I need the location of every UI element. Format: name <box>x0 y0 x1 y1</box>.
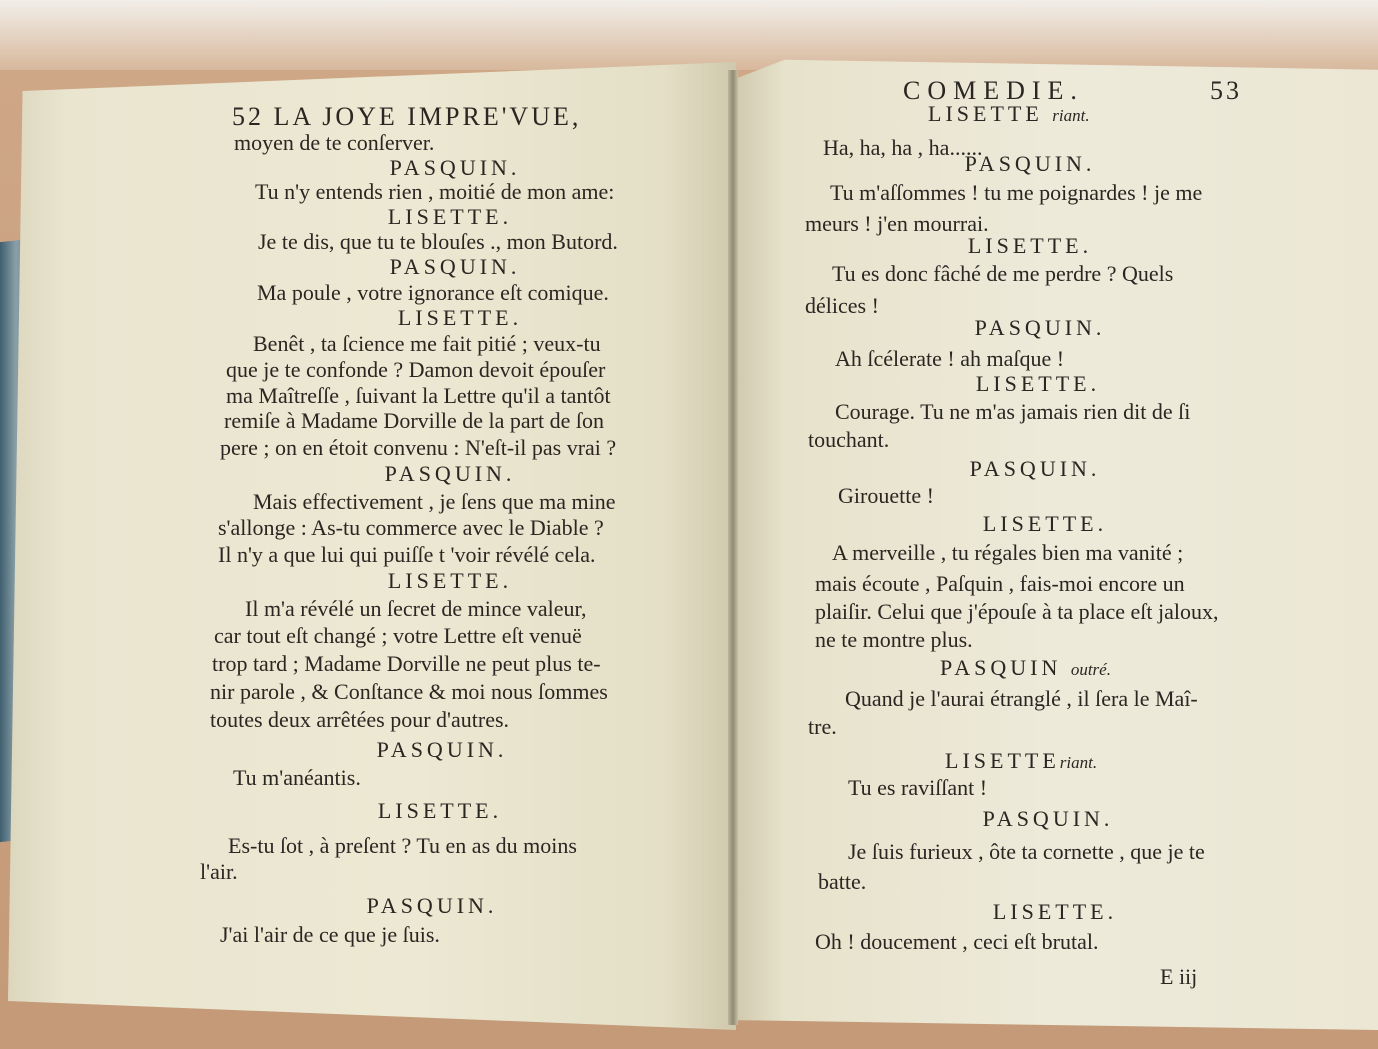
text-line: Courage. Tu ne m'as jamais rien dit de ſi <box>835 399 1191 424</box>
page-number: 53 <box>1210 76 1242 105</box>
text-line: moyen de te conſerver. <box>234 130 435 155</box>
text-line: mais écoute , Paſquin , fais-moi encore un <box>815 571 1185 596</box>
text-line: Tu m'anéantis. <box>233 765 361 790</box>
speaker-name: LISETTE. <box>377 798 503 823</box>
text-line: nir parole , & Conſtance & moi nous ſommes <box>210 679 608 704</box>
text-line: Je te dis, que tu te blouſes ., mon Butord. <box>258 229 618 254</box>
stage-direction: outré. <box>1070 660 1111 679</box>
speaker-name <box>945 748 1097 776</box>
text-line: plaiſir. Celui que j'épouſe à ta place eſt jaloux, <box>815 599 1219 624</box>
speaker-label: LISETTE <box>928 101 1043 126</box>
speaker-name: PASQUIN. <box>974 315 1106 340</box>
speaker-name: PASQUIN. <box>376 737 508 762</box>
text-line: touchant. <box>808 427 890 452</box>
text-line: Girouette ! <box>838 483 934 508</box>
text-line: délices ! <box>805 293 879 318</box>
speaker-name: LISETTE. <box>967 233 1093 258</box>
running-header-right: COMEDIE. <box>903 76 1084 105</box>
text-line: Oh ! doucement , ceci eſt brutal. <box>815 929 1099 954</box>
text-line: Il m'a révélé un ſecret de mince valeur, <box>245 596 587 621</box>
speaker-name: LISETTE. <box>387 568 513 593</box>
speaker-name: PASQUIN. <box>389 254 521 279</box>
text-line: Il n'y a que lui qui puiſſe t 'voir révélé cela. <box>218 542 596 567</box>
text-line: Tu m'aſſommes ! tu me poignardes ! je me <box>830 180 1203 205</box>
text-line: pere ; on en étoit convenu : N'eſt-il pas vrai ? <box>220 435 617 460</box>
text-line: ma Maîtreſſe , ſuivant la Lettre qu'il a tantôt <box>226 383 611 408</box>
speaker-name: PASQUIN. <box>964 151 1096 176</box>
speaker-name <box>928 101 1090 129</box>
text-line: Quand je l'aurai étranglé , il ſera le Maî- <box>845 686 1198 711</box>
text-line: Tu es donc fâché de me perdre ? Quels <box>832 261 1174 286</box>
speaker-name: PASQUIN. <box>384 461 516 486</box>
text-line: Ah ſcélerate ! ah maſque ! <box>835 346 1065 371</box>
text-line: Ma poule , votre ignorance eſt comique. <box>257 280 609 305</box>
stage-direction: riant. <box>1052 106 1090 125</box>
stage-direction: riant. <box>1059 753 1098 772</box>
speaker-name <box>940 655 1111 683</box>
text-line: Ha, ha, ha , ha...... <box>823 135 983 160</box>
speaker-label: PASQUIN <box>940 655 1062 680</box>
running-header-left: 52 LA JOYE IMPRE'VUE, <box>232 102 582 131</box>
speaker-name: PASQUIN. <box>366 893 498 918</box>
signature-mark: E iij <box>1160 964 1198 989</box>
speaker-name: LISETTE. <box>387 204 513 229</box>
text-line: ne te montre plus. <box>815 627 973 652</box>
text-line: car tout eſt changé ; votre Lettre eſt venuë <box>214 623 582 648</box>
text-line: que je te confonde ? Damon devoit épouſer <box>226 357 606 382</box>
background-wall <box>0 0 1378 70</box>
speaker-label: LISETTE <box>945 748 1060 773</box>
text-line: Mais effectivement , je ſens que ma mine <box>253 489 616 514</box>
text-line: tre. <box>808 714 837 739</box>
speaker-name: PASQUIN. <box>389 155 521 180</box>
text-line: toutes deux arrêtées pour d'autres. <box>210 707 510 732</box>
text-line: Es-tu ſot , à preſent ? Tu en as du moins <box>228 833 577 858</box>
text-line: A merveille , tu régales bien ma vanité ; <box>832 540 1184 565</box>
speaker-name: LISETTE. <box>982 511 1108 536</box>
text-line: J'ai l'air de ce que je ſuis. <box>220 922 440 947</box>
speaker-name: PASQUIN. <box>969 456 1101 481</box>
text-line: s'allonge : As-tu commerce avec le Diable ? <box>218 515 604 540</box>
text-line: Je ſuis furieux , ôte ta cornette , que je te <box>848 839 1205 864</box>
text-line: remiſe à Madame Dorville de la part de ſon <box>224 408 604 433</box>
speaker-name: LISETTE. <box>397 305 523 330</box>
text-line: meurs ! j'en mourrai. <box>805 211 989 236</box>
book-gutter <box>728 70 738 1025</box>
text-line: trop tard ; Madame Dorville ne peut plus te- <box>212 651 601 676</box>
speaker-name: LISETTE. <box>992 899 1118 924</box>
text-line: Benêt , ta ſcience me fait pitié ; veux-tu <box>253 331 601 356</box>
text-line: Tu es raviſſant ! <box>848 775 988 800</box>
text-line: batte. <box>818 869 867 894</box>
speaker-name: PASQUIN. <box>982 806 1114 831</box>
text-line: l'air. <box>200 859 238 884</box>
text-line: Tu n'y entends rien , moitié de mon ame: <box>255 179 615 204</box>
speaker-name: LISETTE. <box>975 371 1101 396</box>
